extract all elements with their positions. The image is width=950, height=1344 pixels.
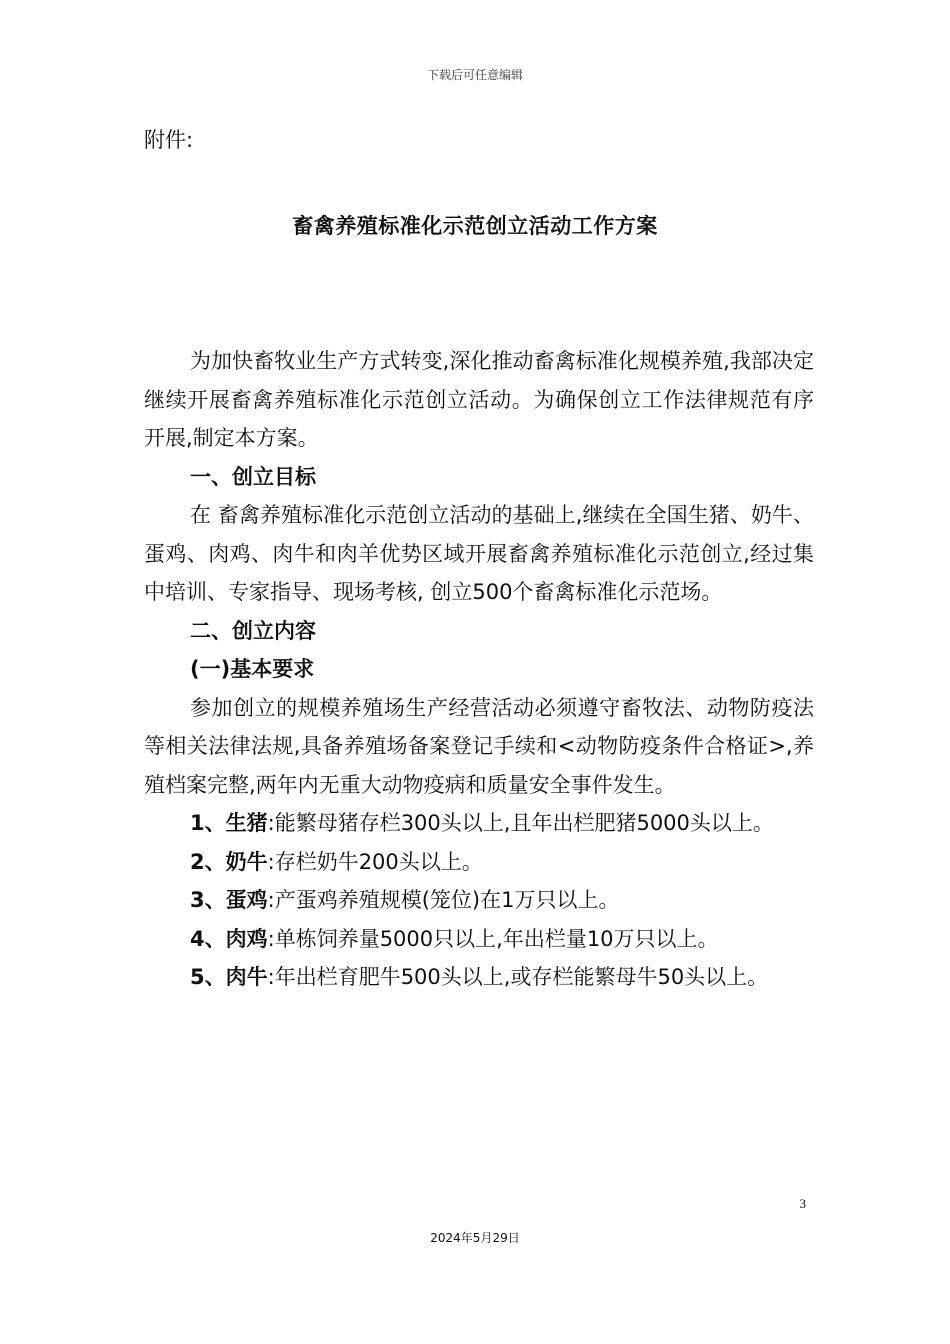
list-item-text: :能繁母猪存栏300头以上,且年出栏肥猪5000头以上。 (267, 811, 774, 835)
list-item (144, 804, 814, 843)
list-item-label: 1、生猪 (190, 811, 268, 835)
subheading-basic-requirements: (一)基本要求 (190, 657, 315, 681)
footer-date: 2024年5月29日 (430, 1231, 520, 1245)
intro-paragraph: 为加快畜牧业生产方式转变,深化推动畜禽标准化规模养殖,我部决定继续开展畜禽养殖标准化示范创立活动。为确保创立工作法律规范有序开展,制定本方案。 (144, 349, 814, 450)
document-title: 畜禽养殖标准化示范创立活动工作方案 (292, 214, 658, 238)
list-item-label: 4、肉鸡 (190, 926, 268, 951)
list-item-text: :存栏奶牛200头以上。 (267, 849, 483, 874)
list-item-label: 2、奶牛 (190, 849, 268, 874)
list-item (144, 920, 814, 959)
section-heading-goals: 一、创立目标 (190, 464, 316, 489)
basic-requirements-paragraph: 参加创立的规模养殖场生产经营活动必须遵守畜牧法、动物防疫法等相关法律法规,具备养殖场备案登记手续和<动物防疫条件合格证>,养殖档案完整,两年内无重大动物疫病和质量安全事件发生。 (144, 695, 814, 797)
list-item (144, 881, 814, 920)
list-item-label: 5、肉牛 (190, 965, 268, 989)
section-heading-content: 二、创立内容 (190, 618, 316, 643)
attachment-label: 附件: (144, 128, 194, 152)
page-number: 3 (799, 1196, 806, 1211)
document-body (144, 342, 814, 997)
goal-paragraph: 在 畜禽养殖标准化示范创立活动的基础上,继续在全国生猪、奶牛、蛋鸡、肉鸡、肉牛和肉羊优势区域开展畜禽养殖标准化示范创立,经过集中培训、专家指导、现场考核, 创立500个畜禽标准化示范场。 (144, 503, 814, 604)
list-item (144, 958, 814, 997)
list-item-text: :年出栏育肥牛500头以上,或存栏能繁母牛50头以上。 (267, 965, 769, 989)
header-note: 下载后可任意编辑 (426, 68, 523, 82)
list-item-label: 3、蛋鸡 (190, 888, 268, 912)
list-item-text: :产蛋鸡养殖规模(笼位)在1万只以上。 (267, 888, 620, 912)
list-item (144, 843, 814, 882)
list-item-text: :单栋饲养量5000只以上,年出栏量10万只以上。 (267, 926, 719, 951)
